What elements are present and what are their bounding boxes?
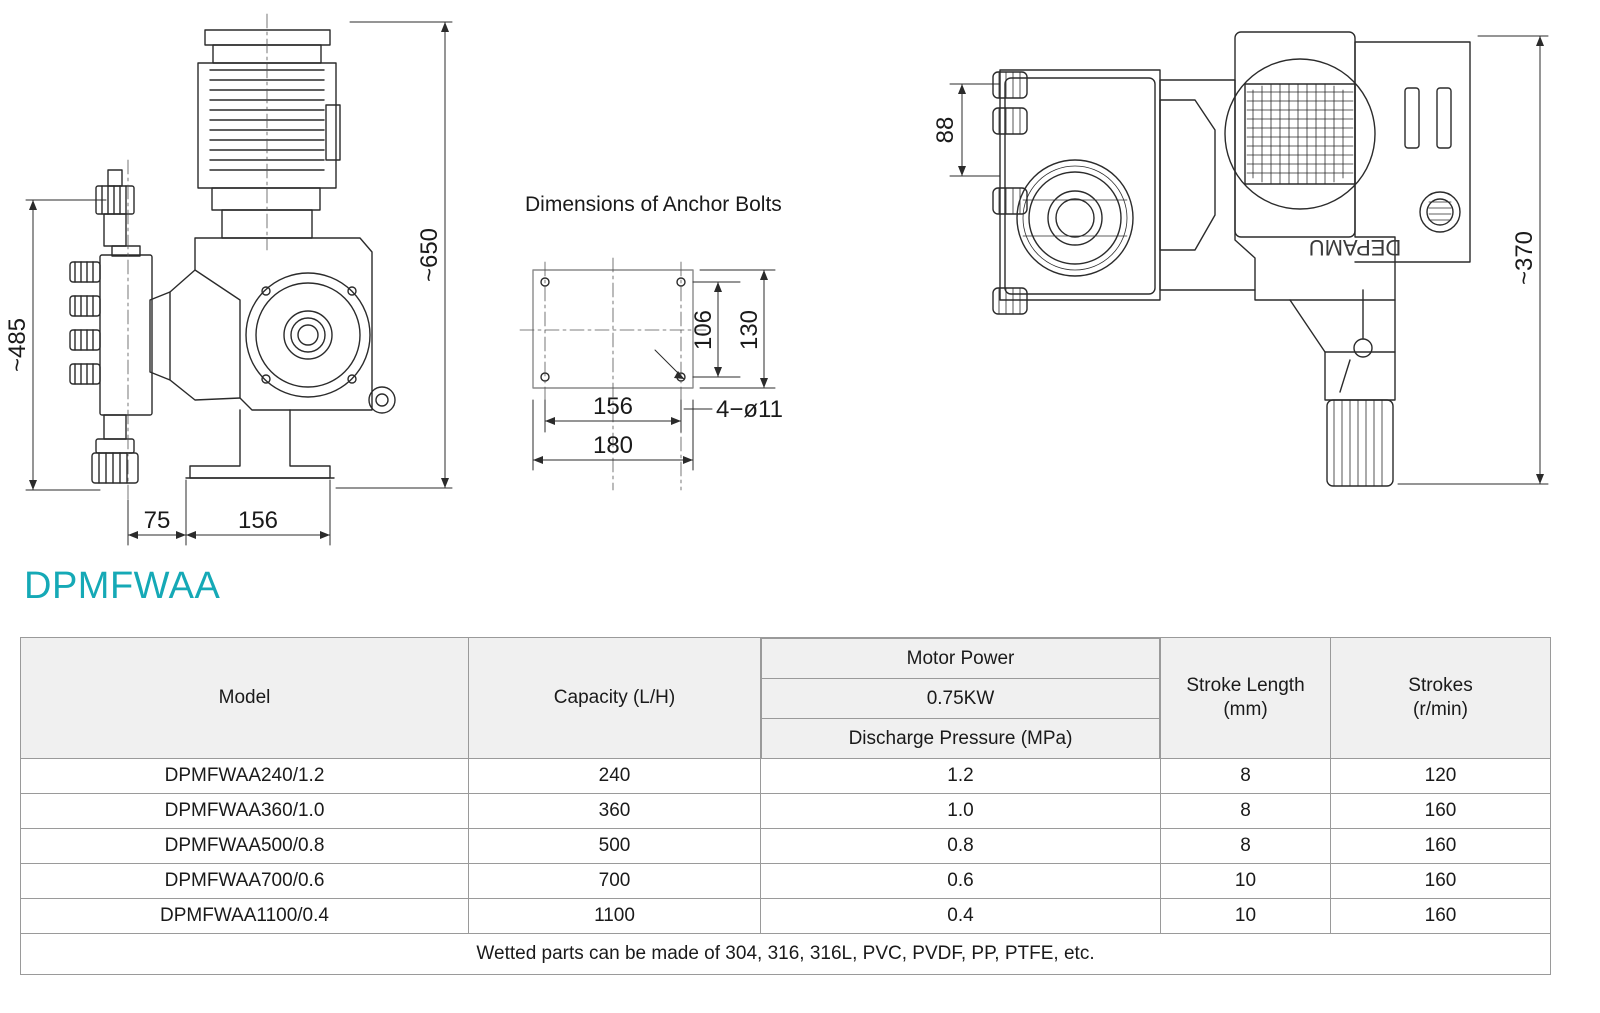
- wetted-parts-note: Wetted parts can be made of 304, 316, 316L, PVC, PVDF, PP, PTFE, etc.: [21, 934, 1551, 975]
- header-stroke-length: [1161, 638, 1331, 759]
- header-strokes-line2: (r/min): [1413, 699, 1468, 720]
- header-stroke-length-line2: (mm): [1223, 699, 1268, 720]
- cell-strokes: 160: [1331, 829, 1551, 864]
- cell-model: DPMFWAA500/0.8: [21, 829, 469, 864]
- dim-anchor-v-inner: 106: [690, 309, 717, 351]
- cell-strokes: 160: [1331, 864, 1551, 899]
- cell-capacity: 360: [469, 794, 761, 829]
- dim-anchor-h-outer: 180: [592, 432, 634, 459]
- table-row: [21, 899, 1551, 934]
- cell-capacity: 500: [469, 829, 761, 864]
- discharge-pressure-row: [762, 719, 1160, 759]
- specifications-table: [20, 637, 1551, 975]
- cell-stroke-length: 8: [1161, 794, 1331, 829]
- table-head: [21, 638, 1551, 759]
- header-motor-power-group: [761, 638, 1161, 759]
- table-row: [21, 759, 1551, 794]
- table-row: [21, 829, 1551, 864]
- cell-strokes: 160: [1331, 794, 1551, 829]
- cell-stroke-length: 10: [1161, 864, 1331, 899]
- cell-model: DPMFWAA700/0.6: [21, 864, 469, 899]
- cell-strokes: 120: [1331, 759, 1551, 794]
- table-row: [21, 794, 1551, 829]
- dim-anchor-h-inner: 156: [592, 393, 634, 420]
- cell-pressure: 1.0: [761, 794, 1161, 829]
- dim-anchor-hole-callout: 4−ø11: [716, 396, 783, 423]
- dim-front-width-right: 156: [237, 507, 279, 534]
- header-motor-power: Motor Power: [762, 639, 1160, 679]
- header-strokes: [1331, 638, 1551, 759]
- header-motor-power-value: 0.75KW: [762, 679, 1160, 719]
- header-stroke-length-line1: Stroke Length: [1186, 675, 1305, 697]
- spec-table-container: [20, 637, 1550, 975]
- table-header-row: [21, 638, 1551, 759]
- dim-front-height-left: ~485: [4, 317, 31, 373]
- brand-label: DEPAMU: [1308, 235, 1402, 260]
- motor-power-value-row: [762, 679, 1160, 719]
- cell-capacity: 700: [469, 864, 761, 899]
- cell-capacity: 240: [469, 759, 761, 794]
- header-strokes-line1: Strokes: [1408, 675, 1473, 697]
- table-body: [21, 759, 1551, 975]
- cell-capacity: 1100: [469, 899, 761, 934]
- cell-strokes: 160: [1331, 899, 1551, 934]
- table-row: [21, 864, 1551, 899]
- motor-power-title-row: [762, 639, 1160, 679]
- anchor-bolts-title: Dimensions of Anchor Bolts: [525, 193, 782, 216]
- dim-front-width-left: 75: [143, 507, 171, 534]
- dim-front-height-overall: ~650: [416, 227, 443, 283]
- motor-power-subtable: [761, 638, 1160, 758]
- cell-pressure: 1.2: [761, 759, 1161, 794]
- cell-stroke-length: 8: [1161, 759, 1331, 794]
- cell-pressure: 0.4: [761, 899, 1161, 934]
- header-capacity: Capacity (L/H): [469, 638, 761, 759]
- cell-stroke-length: 8: [1161, 829, 1331, 864]
- cell-model: DPMFWAA1100/0.4: [21, 899, 469, 934]
- cell-pressure: 0.8: [761, 829, 1161, 864]
- anchor-bolt-drawing: [520, 258, 775, 490]
- dim-side-right: ~370: [1511, 230, 1538, 286]
- cell-model: DPMFWAA360/1.0: [21, 794, 469, 829]
- page-title: DPMFWAA: [24, 565, 221, 607]
- cell-stroke-length: 10: [1161, 899, 1331, 934]
- header-discharge-pressure: Discharge Pressure (MPa): [762, 719, 1160, 759]
- front-view-drawing: [70, 14, 395, 500]
- cell-model: DPMFWAA240/1.2: [21, 759, 469, 794]
- dim-anchor-v-outer: 130: [736, 309, 763, 351]
- header-model: Model: [21, 638, 469, 759]
- dim-side-top: 88: [932, 116, 959, 144]
- table-note-row: [21, 934, 1551, 975]
- cell-pressure: 0.6: [761, 864, 1161, 899]
